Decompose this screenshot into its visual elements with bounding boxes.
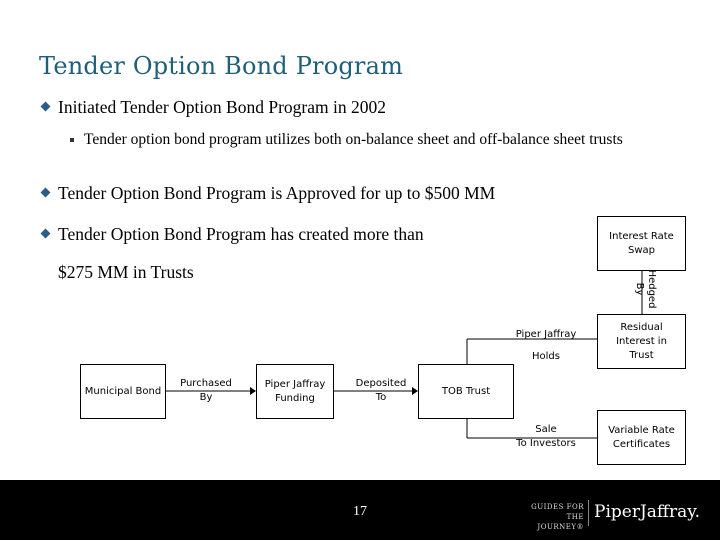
piper-holds-line-2: Holds	[532, 351, 560, 362]
residual-interest-box	[597, 314, 686, 369]
sale-to-line-2: To Investors	[516, 438, 576, 449]
piper-jaffray-logo: PiperJaffray.	[594, 502, 700, 522]
bullet-2: Tender Option Bond Program is Approved for up to $500 MM	[58, 183, 496, 203]
deposited-to-line-1: Deposited	[355, 378, 407, 389]
sale-to-line-1: Sale	[535, 424, 557, 435]
sub-bullet-1: Tender option bond program utilizes both on-balance sheet and off-balance sheet trusts	[84, 131, 623, 148]
piper-funding-line-2: Funding	[275, 392, 315, 404]
bullet-3: Tender Option Bond Program has created more than	[58, 224, 424, 244]
bullet-3-continued: $275 MM in Trusts	[58, 262, 194, 282]
residual-line-2: Interest in	[616, 335, 667, 347]
footer-divider	[588, 500, 589, 526]
variable-rate-certificates-box	[597, 410, 686, 465]
variable-line-2: Certificates	[612, 438, 671, 450]
tob-trust-box	[418, 364, 514, 419]
purchased-by-line-2: By	[199, 392, 213, 403]
piper-funding-line-1: Piper Jaffray	[264, 378, 326, 390]
hedged-by-label	[633, 269, 657, 309]
hedged-by-line-2: By	[634, 282, 645, 296]
purchased-by-label	[176, 377, 236, 405]
guides-line-2: THE JOURNEY®	[537, 513, 584, 531]
residual-line-1: Residual	[620, 321, 663, 333]
variable-line-1: Variable Rate	[608, 424, 675, 436]
deposited-to-label	[350, 377, 412, 405]
interest-rate-swap-box	[597, 216, 686, 271]
bullet-1: Initiated Tender Option Bond Program in 2002	[58, 97, 386, 117]
tob-trust-label: TOB Trust	[441, 385, 491, 397]
guides-tagline	[520, 502, 584, 532]
sale-to-investors-label	[508, 423, 584, 451]
interest-swap-line-2: Swap	[627, 244, 655, 256]
guides-line-1: GUIDES FOR	[531, 503, 584, 511]
piper-holds-label	[508, 328, 584, 364]
interest-swap-line-1: Interest Rate	[609, 230, 674, 242]
hedged-by-line-1: Hedged	[646, 269, 657, 309]
municipal-bond-label: Municipal Bond	[84, 385, 162, 397]
purchased-by-line-1: Purchased	[180, 378, 232, 389]
piper-holds-line-1: Piper Jaffray	[515, 329, 577, 340]
deposited-to-line-2: To	[375, 392, 387, 403]
page-number: 17	[353, 504, 367, 519]
residual-line-3: Trust	[629, 349, 654, 361]
piper-jaffray-funding-box	[256, 364, 334, 419]
slide-title: Tender Option Bond Program	[39, 52, 404, 80]
municipal-bond-box	[80, 364, 166, 419]
